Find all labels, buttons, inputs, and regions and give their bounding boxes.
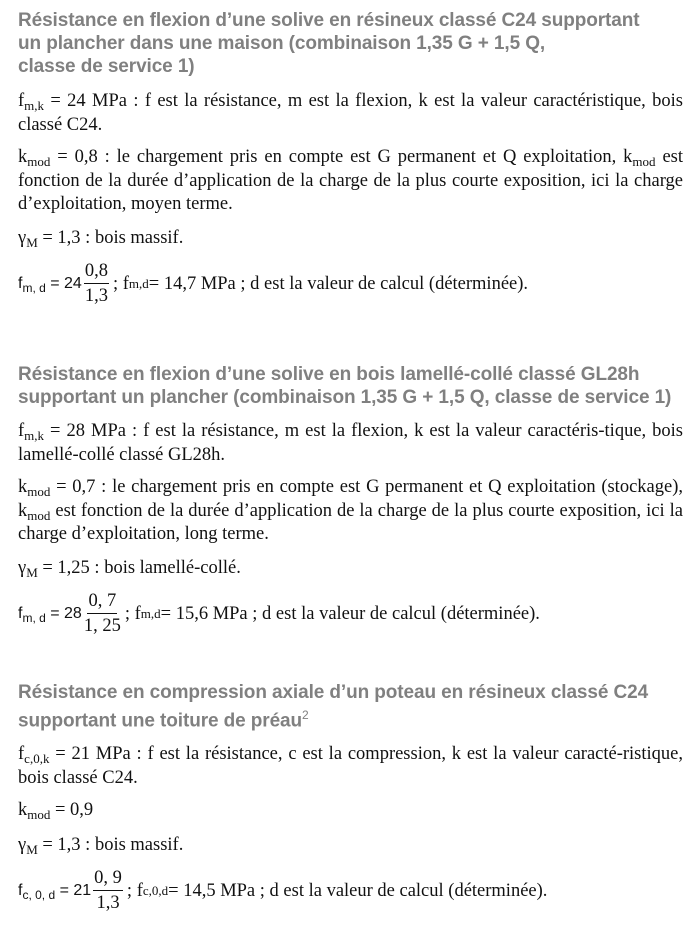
paragraph-gamma: $\gamma_M = 1,3$ : bois massif. [18, 227, 184, 250]
section-c24-flexion [18, 9, 683, 307]
paragraph-fmk: $f_{m,k} = 24$ MPa : f est la résistance, m est la flexion, k est la valeur caractéristique, bois classé C24. [18, 91, 683, 135]
formula-fmd: $f_{m, d} = 24$ $\frac{0,8}{1,3}$ ; f m,d = 14,7 MPa ; d est la valeur de calcul (déterminée). [18, 261, 529, 306]
fraction: $\frac{0, 9}{1,3}$ [94, 868, 122, 914]
section-heading: Résistance en flexion d’une solive en résineux classé C24 supportant un plancher dans une maison (combinaison 1,35 G + 1,5 Q, classe de service 1) [18, 10, 640, 77]
section-gl28h-flexion [18, 363, 683, 637]
formula-fmd: $f_{m, d} = 28$ $\frac{0, 7}{1, 25}$ ; f m,d = 15,6 MPa ; d est la valeur de calcul (déterminée). [18, 591, 540, 636]
section-heading: Résistance en flexion d’une solive en bois lamellé-collé classé GL28h supportant un plancher (combinaison 1,35 G + 1,5 Q, classe de service 1) [18, 364, 672, 408]
footnote-ref: 2 [302, 708, 309, 722]
section-c24-compression [18, 681, 683, 914]
paragraph-kmod: $k_{mod} = 0,9$ [18, 800, 94, 823]
paragraph-fmk: $f_{m,k} = 28$ MPa : f est la résistance, m est la flexion, k est la valeur caractéris-tique, bois lamellé-collé classé GL28h. [18, 421, 683, 465]
formula-fc0d: $f_{c, 0, d} = 21$ $\frac{0, 9}{1,3}$ ; f c,0,d = 14,5 MPa ; d est la valeur de calcul (déterminée). [18, 868, 548, 914]
paragraph-kmod: $k_{mod} = 0,7$ : le chargement pris en compte est G permanent et Q exploitation (stockage), $k_{mod}$ est fonction de la durée d’application de la charge de la plus courte exposition, ici la charge d’exploitation, long terme. [18, 477, 683, 544]
paragraph-gamma: $\gamma_M = 1,3$ : bois massif. [18, 834, 184, 857]
paragraph-fc0k: $f_{c,0,k} = 21$ MPa : f est la résistance, c est la compression, k est la valeur caracté-ristique, bois classé C24. [18, 744, 683, 788]
fraction: $\frac{0, 7}{1, 25}$ [83, 591, 121, 636]
paragraph-kmod: $k_{mod} = 0,8$ : le chargement pris en compte est G permanent et Q exploitation, $k_{mod}$ est fonction de la durée d’application de la charge de la plus courte exposition, ici la charge d’exploitation, moyen terme. [18, 147, 683, 214]
fraction: $\frac{0,8}{1,3}$ [84, 261, 108, 306]
paragraph-gamma: $\gamma_M = 1,25$ : bois lamellé-collé. [18, 557, 241, 580]
section-heading: Résistance en compression axiale d’un poteau en résineux classé C24 supportant une toiture de préau$^2$ [18, 682, 649, 732]
